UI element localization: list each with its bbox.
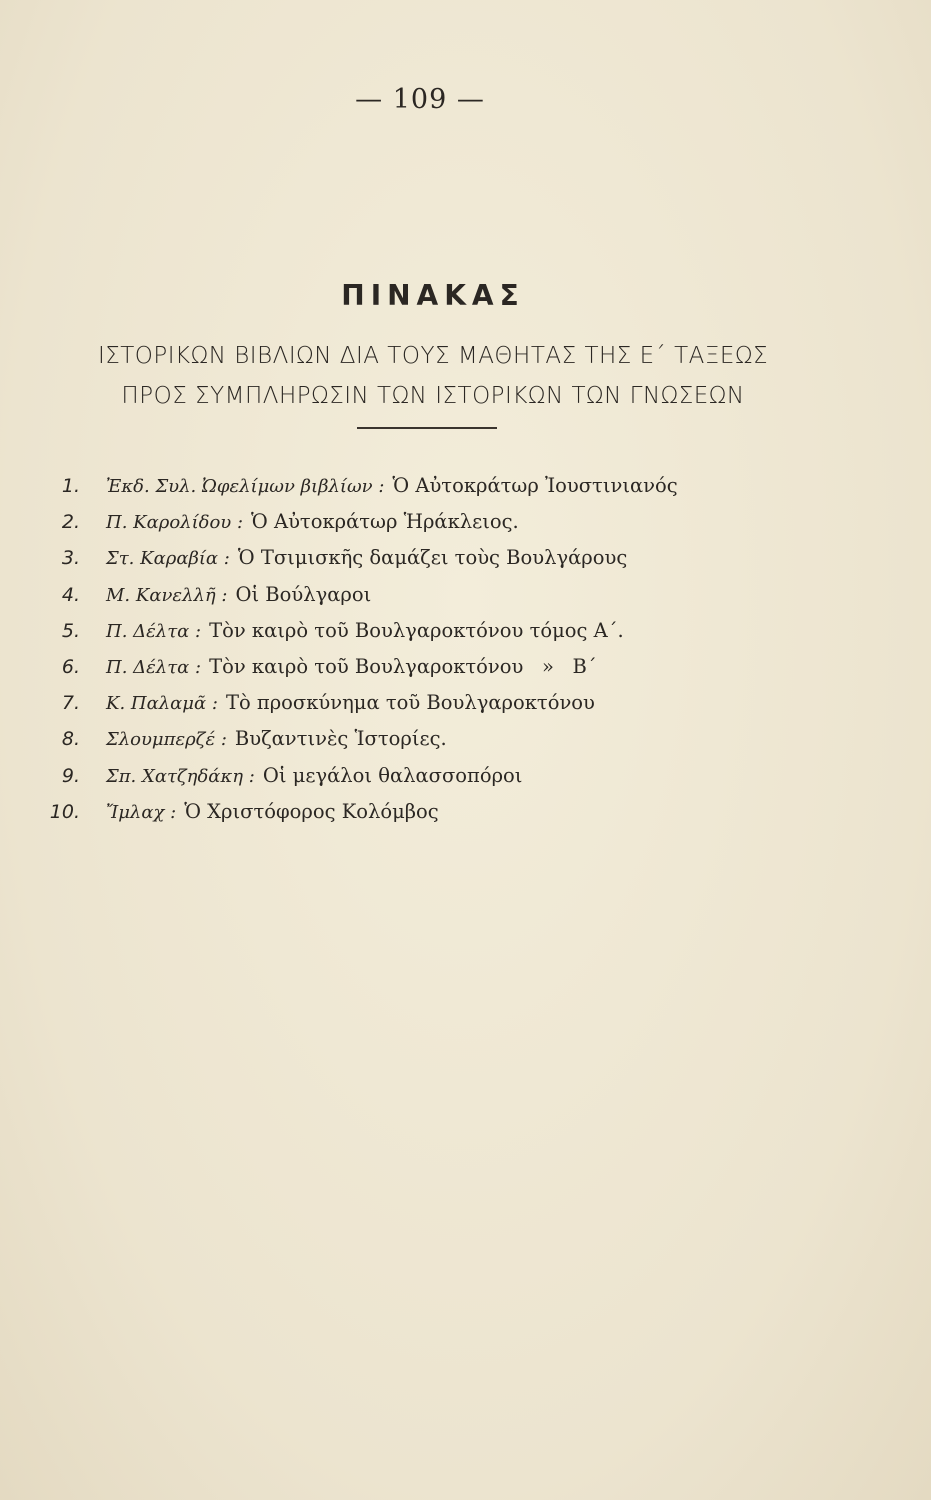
- item-title: Οἱ Βούλγαροι: [235, 582, 372, 606]
- list-item: [30, 800, 890, 836]
- item-number: 1.: [61, 475, 80, 497]
- item-author: Ἴμλαχ :: [106, 801, 177, 823]
- item-author: Π. Δέλτα :: [106, 620, 202, 642]
- item-number: 8.: [61, 728, 80, 751]
- subtitle-line-2: ΠΡΟΣ ΣΥΜΠΛΗΡΩΣΙΝ ΤΩΝ ΙΣΤΟΡΙΚΩΝ ΤΩΝ ΓΝΩΣΕΩΝ: [121, 383, 745, 409]
- item-author: Σπ. Χατζηδάκη :: [106, 765, 255, 787]
- list-item: [30, 510, 890, 546]
- list-item: [30, 583, 890, 619]
- item-author: Σλουμπερζέ :: [106, 729, 227, 751]
- item-number: 7.: [61, 692, 80, 715]
- item-title: Ὁ Χριστόφορος Κολόμβος: [184, 799, 439, 823]
- item-title: Ὁ Αὐτοκράτωρ Ἡράκλειος.: [251, 510, 519, 534]
- item-author: Κ. Παλαμᾶ :: [106, 693, 218, 715]
- item-title: Ὁ Αὐτοκράτωρ Ἰουστινιανός: [392, 474, 678, 497]
- item-number: 9.: [61, 764, 80, 787]
- item-title: Τὸν καιρὸ τοῦ Βουλγαροκτόνου » Β΄: [209, 654, 597, 678]
- page-number: — 109 —: [355, 84, 485, 115]
- list-item: [30, 655, 890, 691]
- book-list: [30, 474, 890, 836]
- item-author: Μ. Κανελλῆ :: [106, 584, 228, 606]
- item-title: Βυζαντινὲς Ἱστορίες.: [234, 727, 447, 751]
- list-item: [30, 764, 890, 800]
- item-number: 5.: [61, 619, 80, 642]
- page-title: ΠΙΝΑΚΑΣ: [341, 279, 525, 312]
- item-title: Τὸν καιρὸ τοῦ Βουλγαροκτόνου τόμος Α΄.: [209, 618, 624, 642]
- list-item: [30, 619, 890, 655]
- item-author: Στ. Καραβία :: [106, 548, 230, 570]
- item-number: 10.: [49, 800, 80, 823]
- item-author: Ἐκδ. Συλ. Ὠφελίμων βιβλίων :: [106, 476, 385, 497]
- item-title: Ὁ Τσιμισκῆς δαμάζει τοὺς Βουλγάρους: [237, 546, 628, 570]
- list-item: [30, 727, 890, 763]
- list-item: [30, 691, 890, 727]
- item-author: Π. Καρολίδου :: [106, 512, 244, 534]
- item-title: Οἱ μεγάλοι θαλασσοπόροι: [262, 763, 523, 787]
- item-author: Π. Δέλτα :: [106, 656, 202, 678]
- item-title: Τὸ προσκύνημα τοῦ Βουλγαροκτόνου: [225, 691, 595, 715]
- subtitle-line-1: ΙΣΤΟΡΙΚΩΝ ΒΙΒΛΙΩΝ ΔΙΑ ΤΟΥΣ ΜΑΘΗΤΑΣ ΤΗΣ Ε΄ ΤΑΞΕΩΣ: [97, 343, 769, 369]
- list-item: [30, 474, 890, 510]
- item-number: 2.: [61, 511, 80, 534]
- list-item: [30, 546, 890, 582]
- item-number: 3.: [61, 547, 80, 570]
- item-number: 6.: [61, 655, 80, 678]
- divider-rule: [357, 427, 497, 429]
- item-number: 4.: [61, 583, 80, 606]
